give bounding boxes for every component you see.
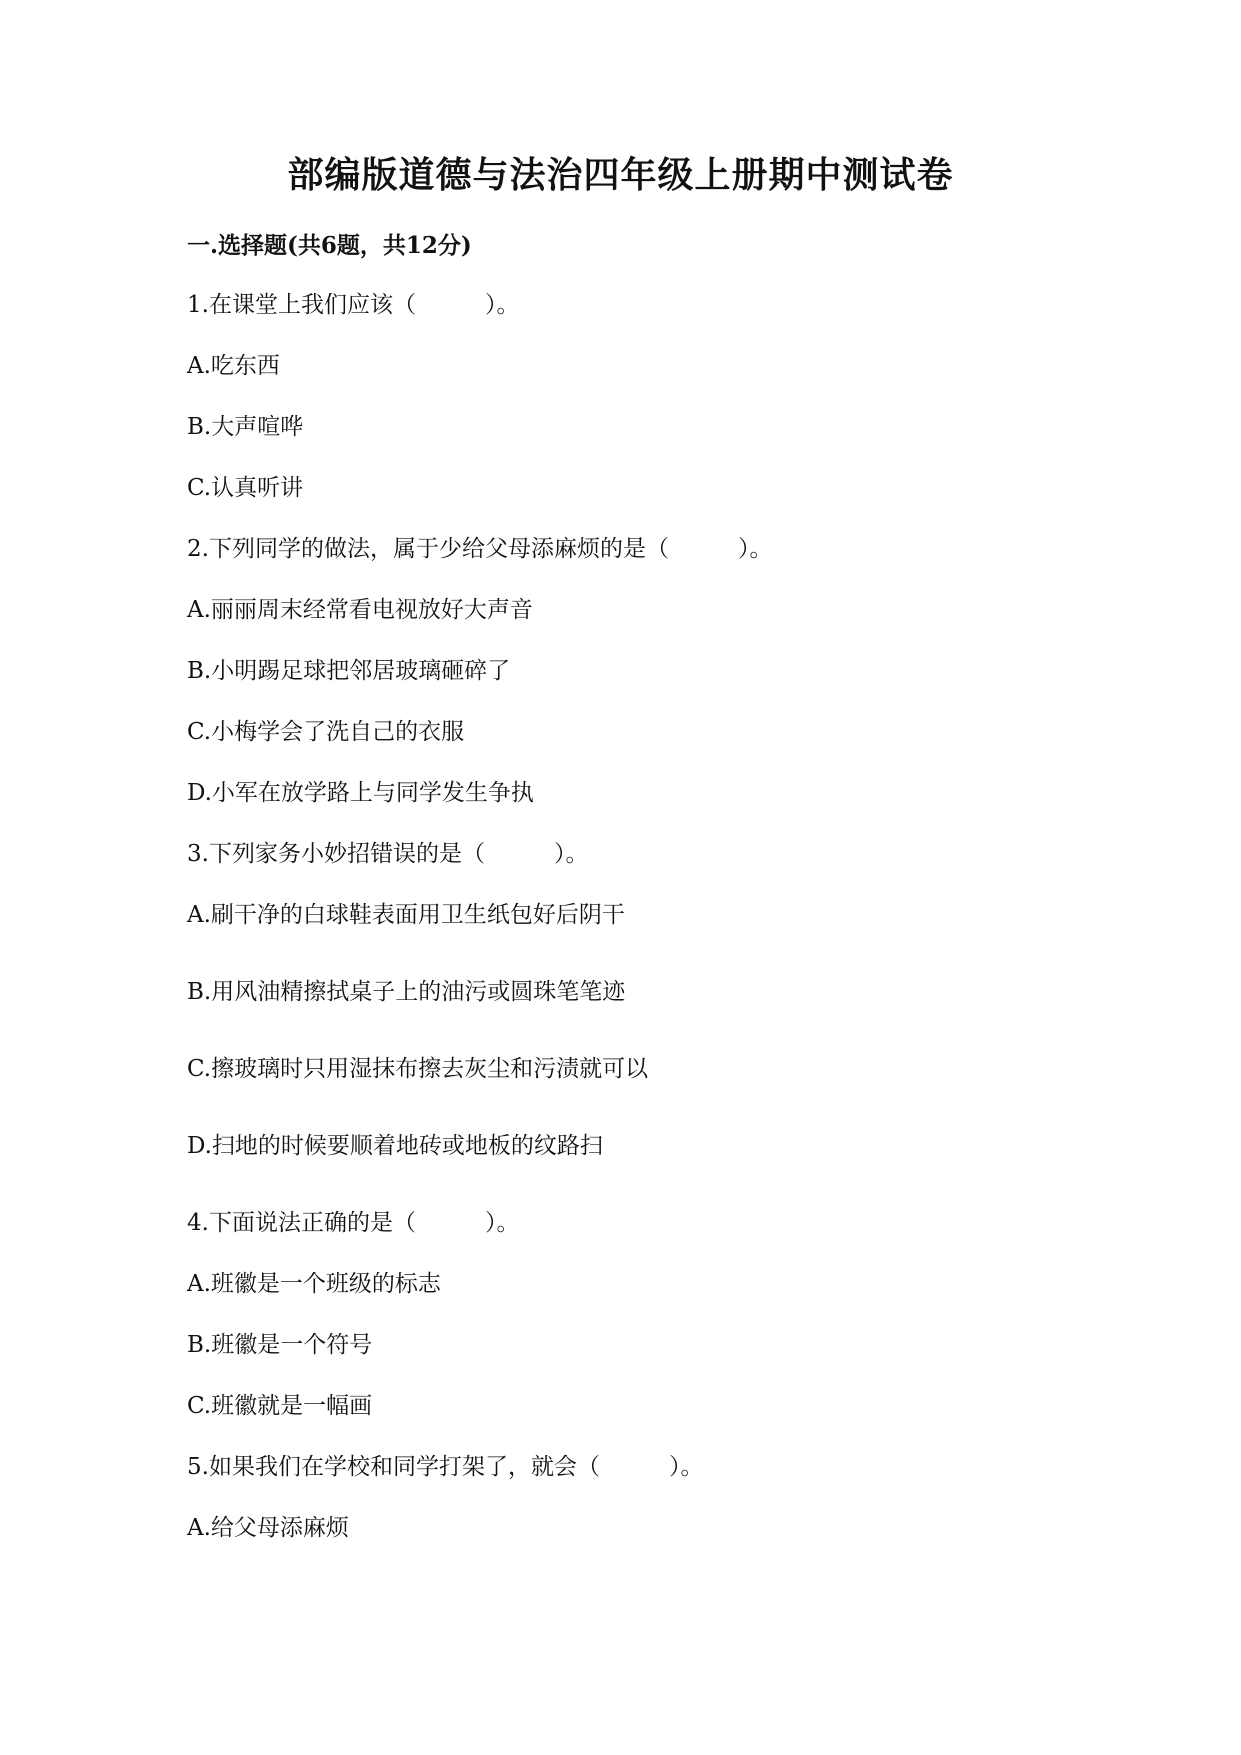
question-2-option-a: A.丽丽周末经常看电视放好大声音	[187, 597, 533, 623]
question-2-option-b: B.小明踢足球把邻居玻璃砸碎了	[187, 658, 511, 684]
question-4-stem: 4.下面说法正确的是（ ）。	[187, 1210, 520, 1236]
question-3-option-c: C.擦玻璃时只用湿抹布擦去灰尘和污渍就可以	[187, 1056, 649, 1082]
question-4-option-a: A.班徽是一个班级的标志	[187, 1271, 441, 1297]
question-2-option-d: D.小军在放学路上与同学发生争执	[187, 780, 534, 806]
section-heading: 一.选择题(共6题，共12分)	[187, 232, 472, 259]
question-3-option-d: D.扫地的时候要顺着地砖或地板的纹路扫	[187, 1133, 603, 1159]
question-3-stem: 3.下列家务小妙招错误的是（ ）。	[187, 841, 589, 867]
question-2-option-c: C.小梅学会了洗自己的衣服	[187, 719, 465, 745]
question-5-stem: 5.如果我们在学校和同学打架了，就会（ ）。	[187, 1454, 704, 1480]
question-1-option-a: A.吃东西	[187, 353, 280, 379]
question-2-stem: 2.下列同学的做法，属于少给父母添麻烦的是（ ）。	[187, 536, 773, 562]
question-4-option-b: B.班徽是一个符号	[187, 1332, 373, 1358]
question-4-option-c: C.班徽就是一幅画	[187, 1393, 373, 1419]
question-3-option-a: A.刷干净的白球鞋表面用卫生纸包好后阴干	[187, 902, 625, 928]
page-title: 部编版道德与法治四年级上册期中测试卷	[287, 154, 954, 196]
question-5-option-a: A.给父母添麻烦	[187, 1515, 349, 1541]
question-1-option-c: C.认真听讲	[187, 475, 304, 501]
question-3-option-b: B.用风油精擦拭桌子上的油污或圆珠笔笔迹	[187, 979, 626, 1005]
question-1-stem: 1.在课堂上我们应该（ ）。	[187, 292, 520, 318]
question-1-option-b: B.大声喧哗	[187, 414, 304, 440]
